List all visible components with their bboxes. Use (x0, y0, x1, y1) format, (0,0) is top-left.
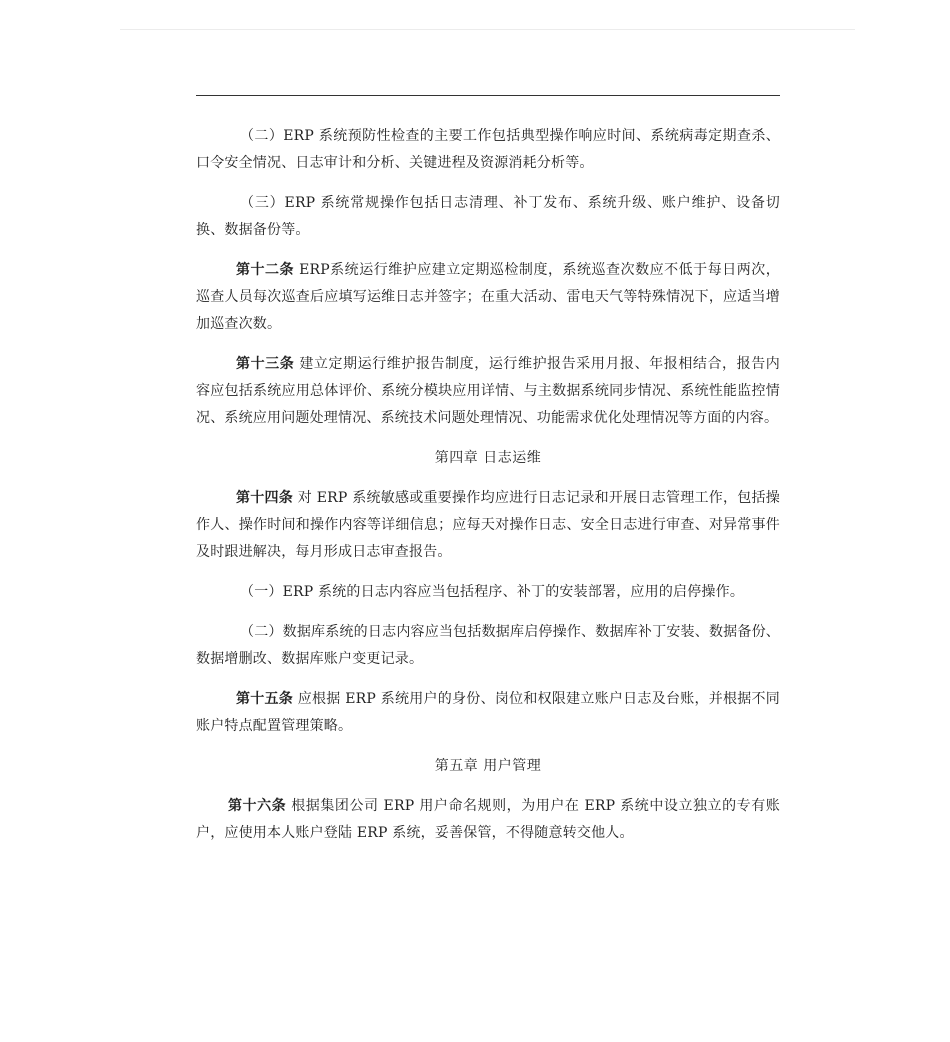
article-16 (196, 793, 780, 847)
article-number: 第十三条 (236, 356, 295, 372)
paragraph-db-log-content (196, 619, 780, 673)
article-text: ERP系统运行维护应建立定期巡检制度，系统巡查次数应不低于每日两次，巡查人员每次巡查后应填写运维日志并签字；在重大活动、雷电天气等特殊情况下，应适当增加巡查次数。 (196, 262, 780, 332)
paragraph-erp-log-content (196, 579, 780, 606)
article-number: 第十五条 (236, 691, 294, 707)
article-12 (196, 257, 780, 338)
article-15 (196, 686, 780, 740)
chapter-4-heading: 第四章 日志运维 (434, 450, 542, 466)
article-14 (196, 485, 780, 566)
paragraph-text: （二）数据库系统的日志内容应当包括数据库启停操作、数据库补丁安装、数据备份、数据增删改、数据库账户变更记录。 (196, 624, 780, 667)
paragraph-preventive-check (196, 123, 780, 177)
paragraph-text: （一）ERP 系统的日志内容应当包括程序、补丁的安装部署，应用的启停操作。 (240, 584, 745, 600)
header-rule (196, 95, 780, 96)
article-text: 根据集团公司 ERP 用户命名规则，为用户在 ERP 系统中设立独立的专有账户，应使用本人账户登陆 ERP 系统，妥善保管，不得随意转交他人。 (196, 798, 780, 841)
article-number: 第十四条 (236, 490, 294, 506)
document-body (196, 123, 780, 860)
paragraph-text: （三）ERP 系统常规操作包括日志清理、补丁发布、系统升级、账户维护、设备切换、数据备份等。 (196, 195, 780, 238)
chapter-5-heading: 第五章 用户管理 (434, 758, 542, 774)
article-text: 对 ERP 系统敏感或重要操作均应进行日志记录和开展日志管理工作，包括操作人、操作时间和操作内容等详细信息；应每天对操作日志、安全日志进行审查、对异常事件及时跟进解决，每月形成日志审查报告。 (196, 490, 780, 560)
article-text: 应根据 ERP 系统用户的身份、岗位和权限建立账户日志及台账，并根据不同账户特点配置管理策略。 (196, 691, 780, 734)
article-13 (196, 351, 780, 432)
page-top-border (120, 29, 855, 30)
article-text: 建立定期运行维护报告制度，运行维护报告采用月报、年报相结合，报告内容应包括系统应用总体评价、系统分模块应用详情、与主数据系统同步情况、系统性能监控情况、系统应用问题处理情况、系统技术问题处理情况、功能需求优化处理情况等方面的内容。 (196, 356, 780, 426)
paragraph-text: （二）ERP 系统预防性检查的主要工作包括典型操作响应时间、系统病毒定期查杀、口令安全情况、日志审计和分析、关键进程及资源消耗分析等。 (196, 128, 780, 171)
article-number: 第十六条 (228, 798, 287, 814)
paragraph-routine-ops (196, 190, 780, 244)
article-number: 第十二条 (236, 262, 295, 278)
